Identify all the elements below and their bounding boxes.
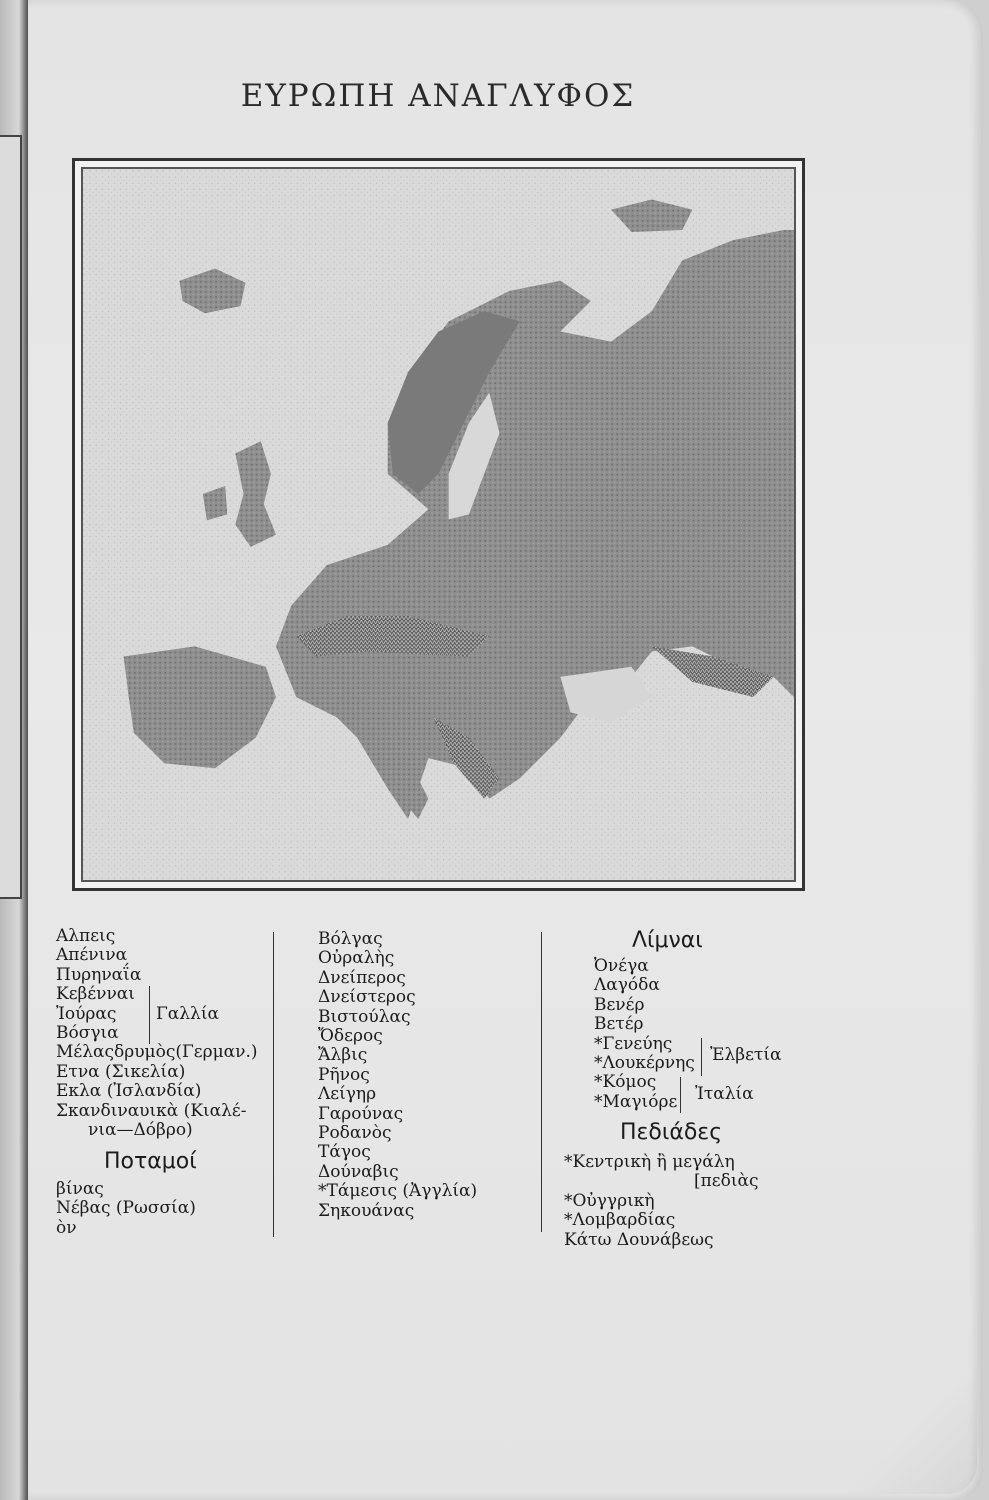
river-item: Δνείπερος — [318, 967, 406, 988]
river-item: Σηκουάνας — [318, 1200, 415, 1221]
mountains-column — [56, 927, 296, 1238]
lake-item: Βετέρ — [594, 1014, 644, 1035]
page-title: ΕΥΡΩΠΗ ΑΝΑΓΛΥΦΟΣ — [240, 78, 636, 114]
page-corner-shadow — [827, 1344, 977, 1494]
river-item: βίνας — [56, 1178, 104, 1199]
lake-item: Ὀνέγα — [594, 956, 649, 976]
river-item: Ρῆνος — [318, 1064, 370, 1085]
river-item: ὸν — [56, 1217, 77, 1238]
rivers-column — [318, 930, 548, 1221]
relief-map-europe — [81, 167, 796, 882]
mountain-item: Απένινα — [56, 945, 128, 966]
lake-item: Βενέρ — [594, 994, 645, 1015]
river-item: Βιστούλας — [318, 1006, 411, 1027]
lake-item: *Μαγιόρε — [594, 1091, 678, 1112]
relief-map-frame — [72, 158, 805, 891]
lake-item: Λαγόδα — [594, 975, 660, 996]
plain-item: *Οὐγγρικὴ — [564, 1190, 655, 1211]
gallia-label: Γαλλία — [156, 1004, 219, 1024]
mountain-item: Πυρηναΐα — [56, 964, 142, 985]
river-item: Δούναβις — [318, 1161, 399, 1182]
switzerland-label: Ἐλβετία — [710, 1045, 782, 1065]
river-item: Οὐραλὴς — [318, 948, 395, 969]
river-item: Δνείστερος — [318, 987, 416, 1008]
book-page — [28, 0, 983, 1500]
plain-item: *Λομβαρδίας — [564, 1210, 676, 1231]
europe-relief-map-image — [83, 169, 794, 880]
river-item: Βόλγας — [318, 929, 383, 949]
river-item: Ὄδερος — [318, 1026, 383, 1047]
lakes-heading: Λίμναι — [632, 928, 703, 953]
mountain-item: Εκλα (Ἰσλανδία) — [56, 1081, 202, 1102]
river-item: Γαρούνας — [318, 1103, 404, 1124]
column-divider-left — [273, 932, 274, 1237]
plain-item-continued: [πεδιὰς — [694, 1171, 759, 1192]
switzerland-brace-line — [701, 1038, 702, 1076]
lake-item: *Κόμος — [594, 1072, 657, 1093]
river-item: Ροδανὸς — [318, 1123, 392, 1144]
gallia-brace-line — [149, 986, 150, 1044]
plain-item: *Κεντρικὴ ἢ μεγάλη — [564, 1152, 735, 1172]
plains-column — [564, 1153, 824, 1250]
mountain-item: Αλπεις — [56, 926, 116, 946]
mountain-item: Βόσγια — [56, 1023, 119, 1044]
mountain-item: Σκανδιναυικὰ (Κιαλέ- — [56, 1100, 247, 1121]
lake-item: *Γενεύης — [594, 1033, 673, 1054]
mountain-item: Ετνα (Σικελία) — [56, 1061, 186, 1082]
river-item: Τάγος — [318, 1142, 371, 1163]
mountain-item: Μέλαςδρυμὸς(Γερμαν.) — [56, 1042, 258, 1063]
rivers-heading: Ποταμοί — [104, 1149, 197, 1175]
mountain-item: Ἰούρας — [56, 1003, 117, 1024]
river-item: *Τάμεσις (Ἀγγλία) — [318, 1181, 478, 1202]
river-item: Λείγηρ — [318, 1084, 377, 1105]
previous-page-map-frame — [0, 135, 22, 899]
lake-item: *Λουκέρνης — [594, 1053, 695, 1074]
column-divider-right — [541, 932, 542, 1232]
italy-brace-line — [680, 1077, 681, 1113]
plains-heading: Πεδιάδες — [620, 1120, 723, 1145]
plain-item: Κάτω Δουνάβεως — [564, 1229, 714, 1250]
italy-label: Ἰταλία — [695, 1084, 754, 1104]
river-item: Νέβας (Ρωσσία) — [56, 1198, 196, 1219]
mountain-item: Κεβένναι — [56, 984, 135, 1005]
mountain-item-continued: νια—Δόβρο) — [88, 1120, 193, 1141]
river-item: Ἄλβις — [318, 1045, 368, 1066]
